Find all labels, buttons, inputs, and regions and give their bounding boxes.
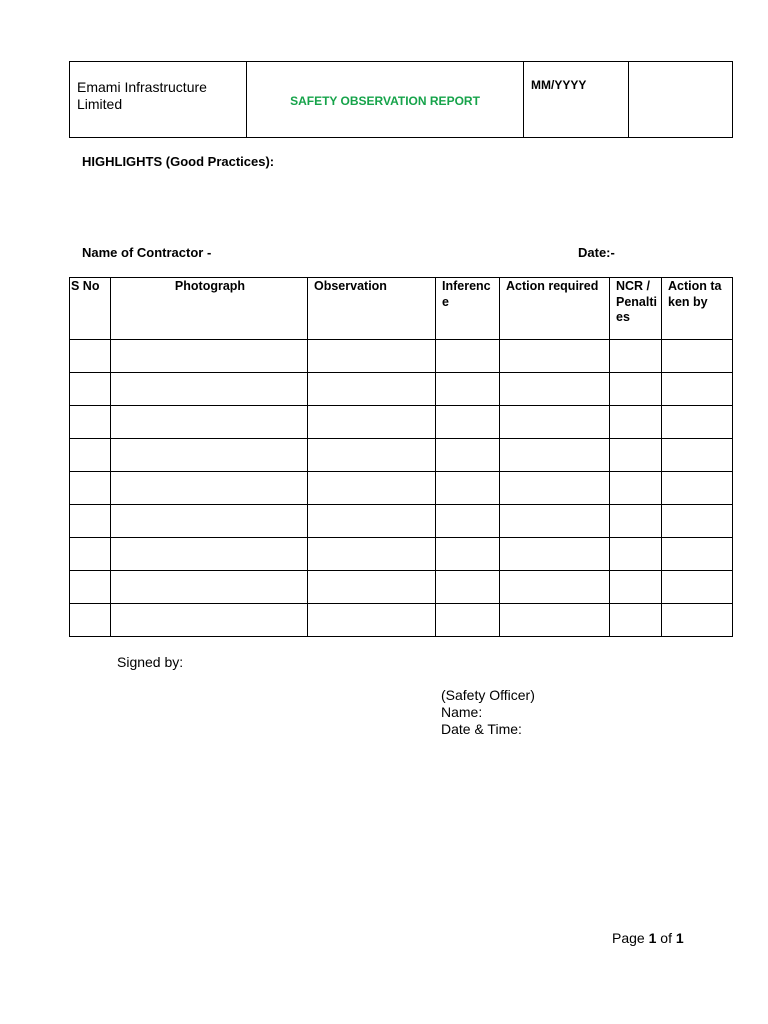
table-cell [500, 538, 610, 571]
table-row [70, 439, 733, 472]
table-cell [610, 340, 662, 373]
blank-cell [629, 62, 733, 138]
table-cell [500, 505, 610, 538]
table-cell [70, 439, 111, 472]
table-cell [70, 340, 111, 373]
table-cell [436, 571, 500, 604]
table-cell [436, 373, 500, 406]
table-cell [662, 472, 733, 505]
title-cell [247, 62, 524, 138]
company-cell [70, 62, 247, 138]
table-cell [70, 406, 111, 439]
table-cell [662, 538, 733, 571]
table-cell [436, 439, 500, 472]
column-header-inference: Inference [436, 278, 500, 340]
table-cell [500, 340, 610, 373]
table-cell [662, 604, 733, 637]
table-cell [70, 373, 111, 406]
table-cell [70, 538, 111, 571]
table-cell [500, 472, 610, 505]
table-cell [662, 505, 733, 538]
table-cell [500, 406, 610, 439]
table-row [70, 340, 733, 373]
table-cell [436, 406, 500, 439]
safety-officer-label: (Safety Officer) [441, 687, 535, 703]
column-header-sno: S No [70, 278, 111, 340]
page-number [612, 930, 684, 946]
table-cell [111, 439, 308, 472]
page-current: 1 [648, 930, 657, 946]
table-header-row [70, 278, 733, 340]
table-cell [308, 406, 436, 439]
table-cell [308, 571, 436, 604]
table-cell [662, 340, 733, 373]
table-cell [111, 505, 308, 538]
table-cell [610, 406, 662, 439]
table-row [70, 505, 733, 538]
table-cell [610, 604, 662, 637]
table-cell [308, 340, 436, 373]
table-cell [70, 505, 111, 538]
table-cell [436, 505, 500, 538]
table-cell [70, 472, 111, 505]
table-row [70, 571, 733, 604]
table-cell [436, 538, 500, 571]
table-cell [308, 472, 436, 505]
table-cell [111, 340, 308, 373]
table-cell [308, 439, 436, 472]
table-cell [610, 472, 662, 505]
signature-block [441, 687, 535, 738]
table-cell [308, 373, 436, 406]
signed-by-label: Signed by: [117, 654, 184, 670]
table-cell [111, 538, 308, 571]
table-cell [662, 406, 733, 439]
table-cell [70, 604, 111, 637]
table-cell [500, 439, 610, 472]
table-cell [662, 373, 733, 406]
table-cell [610, 373, 662, 406]
page-prefix: Page [612, 930, 645, 946]
table-body [70, 340, 733, 637]
table-row [70, 538, 733, 571]
table-cell [308, 604, 436, 637]
page-total: 1 [675, 930, 684, 946]
report-header [69, 61, 733, 138]
period-cell [524, 62, 629, 138]
name-label: Name: [441, 704, 483, 720]
report-period: MM/YYYY [531, 78, 587, 92]
table-cell [610, 571, 662, 604]
table-cell [308, 505, 436, 538]
table-cell [436, 340, 500, 373]
observation-table [69, 277, 733, 637]
report-title: SAFETY OBSERVATION REPORT [290, 93, 480, 108]
table-row [70, 373, 733, 406]
column-header-action-taken-by: Action taken by [662, 278, 733, 340]
table-cell [308, 538, 436, 571]
column-header-photograph: Photograph [111, 278, 308, 340]
table-cell [111, 373, 308, 406]
table-cell [500, 571, 610, 604]
company-name: Emami Infrastructure Limited [77, 79, 207, 112]
column-header-action-required: Action required [500, 278, 610, 340]
table-cell [70, 571, 111, 604]
page-of: of [660, 930, 672, 946]
column-header-observation: Observation [308, 278, 436, 340]
table-cell [436, 472, 500, 505]
table-cell [111, 406, 308, 439]
table-cell [111, 472, 308, 505]
table-cell [111, 571, 308, 604]
table-row [70, 604, 733, 637]
highlights-label: HIGHLIGHTS (Good Practices): [82, 154, 275, 169]
table-cell [610, 439, 662, 472]
table-cell [500, 373, 610, 406]
table-cell [662, 571, 733, 604]
date-label: Date:- [578, 245, 615, 260]
column-header-ncr-penalties: NCR / Penalties [610, 278, 662, 340]
table-cell [610, 505, 662, 538]
table-row [70, 406, 733, 439]
table-cell [610, 538, 662, 571]
table-cell [662, 439, 733, 472]
datetime-label: Date & Time: [441, 721, 522, 737]
table-row [70, 472, 733, 505]
table-cell [500, 604, 610, 637]
table-cell [111, 604, 308, 637]
table-cell [436, 604, 500, 637]
contractor-label: Name of Contractor - [82, 245, 212, 260]
